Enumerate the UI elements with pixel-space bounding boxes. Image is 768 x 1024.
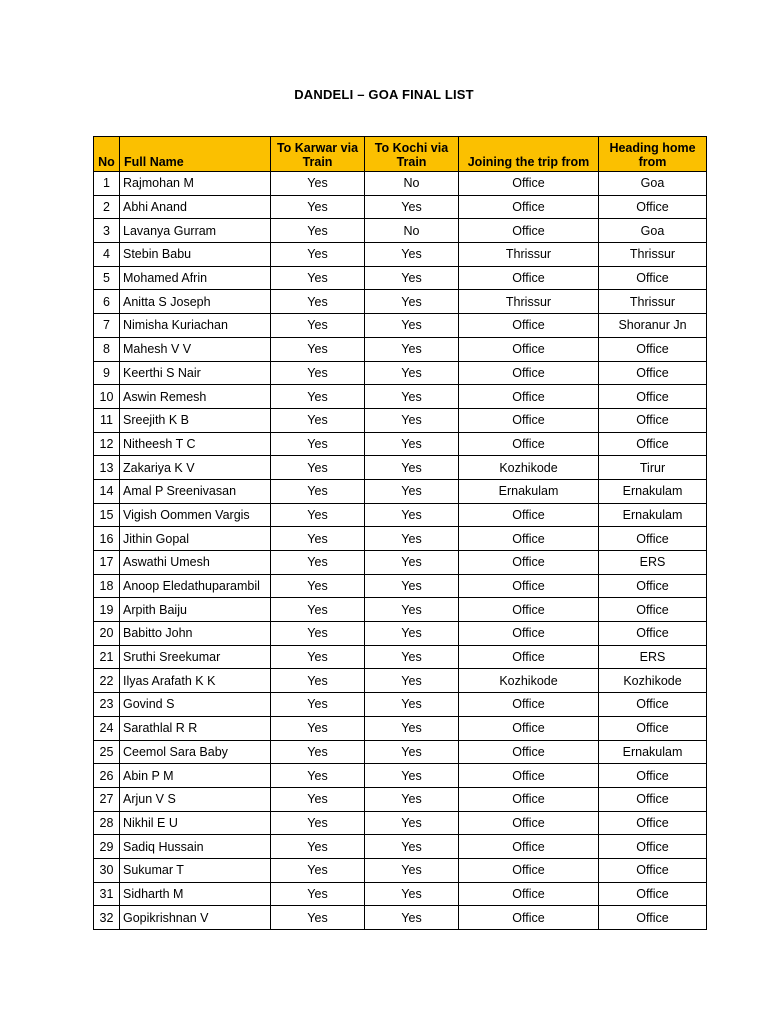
- cell-joining: Office: [459, 835, 599, 859]
- cell-joining: Office: [459, 740, 599, 764]
- cell-full-name: Sidharth M: [120, 882, 271, 906]
- cell-heading-home: Office: [599, 811, 707, 835]
- table-row: [94, 337, 707, 361]
- cell-no: 31: [94, 882, 120, 906]
- cell-karwar: Yes: [271, 527, 365, 551]
- cell-full-name: Babitto John: [120, 622, 271, 646]
- cell-full-name: Keerthi S Nair: [120, 361, 271, 385]
- cell-full-name: Gopikrishnan V: [120, 906, 271, 930]
- cell-karwar: Yes: [271, 219, 365, 243]
- cell-full-name: Rajmohan M: [120, 172, 271, 196]
- cell-heading-home: Kozhikode: [599, 669, 707, 693]
- cell-karwar: Yes: [271, 290, 365, 314]
- cell-joining: Office: [459, 882, 599, 906]
- cell-no: 14: [94, 479, 120, 503]
- cell-kochi: Yes: [365, 598, 459, 622]
- cell-no: 27: [94, 787, 120, 811]
- cell-karwar: Yes: [271, 645, 365, 669]
- cell-full-name: Sruthi Sreekumar: [120, 645, 271, 669]
- cell-karwar: Yes: [271, 385, 365, 409]
- cell-no: 23: [94, 693, 120, 717]
- table-row: [94, 764, 707, 788]
- cell-kochi: Yes: [365, 432, 459, 456]
- cell-karwar: Yes: [271, 503, 365, 527]
- cell-full-name: Aswathi Umesh: [120, 551, 271, 575]
- cell-karwar: Yes: [271, 764, 365, 788]
- cell-no: 1: [94, 172, 120, 196]
- cell-heading-home: Thrissur: [599, 290, 707, 314]
- table-row: [94, 622, 707, 646]
- cell-karwar: Yes: [271, 740, 365, 764]
- cell-heading-home: Goa: [599, 172, 707, 196]
- table-header-row: [94, 137, 707, 172]
- table-row: [94, 361, 707, 385]
- cell-heading-home: Office: [599, 598, 707, 622]
- cell-joining: Office: [459, 716, 599, 740]
- table-row: [94, 527, 707, 551]
- table-row: [94, 693, 707, 717]
- cell-heading-home: Office: [599, 882, 707, 906]
- table-row: [94, 195, 707, 219]
- cell-full-name: Anoop Eledathuparambil: [120, 574, 271, 598]
- cell-full-name: Govind S: [120, 693, 271, 717]
- cell-karwar: Yes: [271, 598, 365, 622]
- cell-karwar: Yes: [271, 314, 365, 338]
- cell-kochi: Yes: [365, 882, 459, 906]
- cell-no: 32: [94, 906, 120, 930]
- cell-no: 5: [94, 266, 120, 290]
- cell-full-name: Amal P Sreenivasan: [120, 479, 271, 503]
- cell-heading-home: ERS: [599, 551, 707, 575]
- cell-kochi: Yes: [365, 835, 459, 859]
- cell-kochi: Yes: [365, 764, 459, 788]
- cell-full-name: Nikhil E U: [120, 811, 271, 835]
- cell-karwar: Yes: [271, 787, 365, 811]
- cell-no: 11: [94, 408, 120, 432]
- cell-heading-home: Ernakulam: [599, 740, 707, 764]
- cell-heading-home: Office: [599, 716, 707, 740]
- cell-full-name: Sreejith K B: [120, 408, 271, 432]
- cell-no: 24: [94, 716, 120, 740]
- cell-no: 28: [94, 811, 120, 835]
- cell-no: 30: [94, 858, 120, 882]
- cell-karwar: Yes: [271, 811, 365, 835]
- cell-heading-home: Office: [599, 385, 707, 409]
- cell-joining: Office: [459, 408, 599, 432]
- table-row: [94, 219, 707, 243]
- cell-heading-home: Office: [599, 764, 707, 788]
- cell-heading-home: Office: [599, 266, 707, 290]
- cell-heading-home: Ernakulam: [599, 479, 707, 503]
- column-header-full-name: Full Name: [120, 137, 271, 172]
- cell-karwar: Yes: [271, 622, 365, 646]
- table-row: [94, 432, 707, 456]
- cell-kochi: Yes: [365, 243, 459, 267]
- cell-kochi: Yes: [365, 622, 459, 646]
- cell-kochi: Yes: [365, 527, 459, 551]
- cell-no: 26: [94, 764, 120, 788]
- cell-karwar: Yes: [271, 243, 365, 267]
- cell-karwar: Yes: [271, 432, 365, 456]
- cell-no: 15: [94, 503, 120, 527]
- cell-joining: Thrissur: [459, 243, 599, 267]
- cell-no: 4: [94, 243, 120, 267]
- cell-heading-home: Office: [599, 195, 707, 219]
- table-body: [94, 172, 707, 930]
- trip-roster-table: [93, 136, 707, 930]
- cell-full-name: Aswin Remesh: [120, 385, 271, 409]
- cell-kochi: Yes: [365, 266, 459, 290]
- cell-kochi: Yes: [365, 740, 459, 764]
- cell-full-name: Arpith Baiju: [120, 598, 271, 622]
- cell-karwar: Yes: [271, 835, 365, 859]
- table-row: [94, 669, 707, 693]
- cell-no: 22: [94, 669, 120, 693]
- cell-heading-home: Office: [599, 787, 707, 811]
- cell-karwar: Yes: [271, 716, 365, 740]
- cell-kochi: Yes: [365, 361, 459, 385]
- cell-no: 18: [94, 574, 120, 598]
- table-row: [94, 314, 707, 338]
- cell-joining: Office: [459, 219, 599, 243]
- cell-joining: Office: [459, 266, 599, 290]
- cell-kochi: Yes: [365, 811, 459, 835]
- cell-heading-home: Thrissur: [599, 243, 707, 267]
- table-row: [94, 243, 707, 267]
- cell-no: 13: [94, 456, 120, 480]
- cell-kochi: Yes: [365, 456, 459, 480]
- cell-heading-home: Office: [599, 408, 707, 432]
- cell-full-name: Anitta S Joseph: [120, 290, 271, 314]
- cell-joining: Office: [459, 858, 599, 882]
- cell-kochi: Yes: [365, 314, 459, 338]
- cell-karwar: Yes: [271, 551, 365, 575]
- cell-karwar: Yes: [271, 693, 365, 717]
- cell-joining: Office: [459, 598, 599, 622]
- cell-no: 3: [94, 219, 120, 243]
- table-row: [94, 787, 707, 811]
- cell-karwar: Yes: [271, 195, 365, 219]
- cell-no: 8: [94, 337, 120, 361]
- table-row: [94, 740, 707, 764]
- cell-kochi: Yes: [365, 787, 459, 811]
- cell-no: 17: [94, 551, 120, 575]
- cell-kochi: Yes: [365, 574, 459, 598]
- column-header-no: No: [94, 137, 120, 172]
- cell-full-name: Arjun V S: [120, 787, 271, 811]
- column-header-joining: Joining the trip from: [459, 137, 599, 172]
- table-row: [94, 385, 707, 409]
- table-row: [94, 551, 707, 575]
- cell-joining: Ernakulam: [459, 479, 599, 503]
- cell-karwar: Yes: [271, 574, 365, 598]
- cell-karwar: Yes: [271, 337, 365, 361]
- cell-full-name: Vigish Oommen Vargis: [120, 503, 271, 527]
- cell-joining: Office: [459, 337, 599, 361]
- cell-no: 6: [94, 290, 120, 314]
- table-row: [94, 811, 707, 835]
- cell-no: 2: [94, 195, 120, 219]
- cell-full-name: Ilyas Arafath K K: [120, 669, 271, 693]
- cell-no: 20: [94, 622, 120, 646]
- table-row: [94, 408, 707, 432]
- cell-karwar: Yes: [271, 361, 365, 385]
- cell-full-name: Abhi Anand: [120, 195, 271, 219]
- cell-full-name: Lavanya Gurram: [120, 219, 271, 243]
- cell-joining: Office: [459, 574, 599, 598]
- table-row: [94, 882, 707, 906]
- cell-no: 29: [94, 835, 120, 859]
- cell-heading-home: ERS: [599, 645, 707, 669]
- cell-joining: Office: [459, 385, 599, 409]
- cell-heading-home: Goa: [599, 219, 707, 243]
- cell-heading-home: Office: [599, 361, 707, 385]
- cell-joining: Office: [459, 787, 599, 811]
- cell-joining: Office: [459, 811, 599, 835]
- cell-kochi: Yes: [365, 479, 459, 503]
- cell-no: 7: [94, 314, 120, 338]
- cell-joining: Office: [459, 314, 599, 338]
- table-row: [94, 906, 707, 930]
- cell-full-name: Stebin Babu: [120, 243, 271, 267]
- cell-karwar: Yes: [271, 408, 365, 432]
- cell-kochi: No: [365, 219, 459, 243]
- table-row: [94, 290, 707, 314]
- cell-karwar: Yes: [271, 479, 365, 503]
- cell-joining: Thrissur: [459, 290, 599, 314]
- cell-joining: Office: [459, 361, 599, 385]
- table-row: [94, 479, 707, 503]
- cell-kochi: Yes: [365, 551, 459, 575]
- cell-karwar: Yes: [271, 882, 365, 906]
- cell-joining: Office: [459, 527, 599, 551]
- cell-heading-home: Office: [599, 527, 707, 551]
- cell-kochi: Yes: [365, 503, 459, 527]
- cell-heading-home: Office: [599, 835, 707, 859]
- cell-full-name: Jithin Gopal: [120, 527, 271, 551]
- cell-no: 12: [94, 432, 120, 456]
- cell-karwar: Yes: [271, 906, 365, 930]
- cell-kochi: Yes: [365, 408, 459, 432]
- cell-joining: Office: [459, 172, 599, 196]
- cell-kochi: Yes: [365, 337, 459, 361]
- table-row: [94, 172, 707, 196]
- cell-joining: Office: [459, 195, 599, 219]
- cell-kochi: Yes: [365, 290, 459, 314]
- cell-full-name: Sadiq Hussain: [120, 835, 271, 859]
- cell-karwar: Yes: [271, 172, 365, 196]
- cell-kochi: Yes: [365, 858, 459, 882]
- cell-karwar: Yes: [271, 266, 365, 290]
- cell-kochi: Yes: [365, 195, 459, 219]
- cell-heading-home: Office: [599, 622, 707, 646]
- table-row: [94, 266, 707, 290]
- cell-joining: Kozhikode: [459, 456, 599, 480]
- cell-joining: Office: [459, 693, 599, 717]
- cell-joining: Office: [459, 551, 599, 575]
- cell-joining: Office: [459, 432, 599, 456]
- table-row: [94, 716, 707, 740]
- cell-full-name: Ceemol Sara Baby: [120, 740, 271, 764]
- table-row: [94, 574, 707, 598]
- cell-karwar: Yes: [271, 669, 365, 693]
- table-row: [94, 598, 707, 622]
- cell-joining: Office: [459, 645, 599, 669]
- table-row: [94, 456, 707, 480]
- column-header-kochi: To Kochi via Train: [365, 137, 459, 172]
- cell-no: 25: [94, 740, 120, 764]
- cell-heading-home: Office: [599, 906, 707, 930]
- cell-kochi: Yes: [365, 906, 459, 930]
- cell-karwar: Yes: [271, 858, 365, 882]
- cell-kochi: Yes: [365, 385, 459, 409]
- cell-kochi: Yes: [365, 693, 459, 717]
- cell-full-name: Sukumar T: [120, 858, 271, 882]
- cell-full-name: Sarathlal R R: [120, 716, 271, 740]
- cell-full-name: Mahesh V V: [120, 337, 271, 361]
- cell-no: 19: [94, 598, 120, 622]
- table-row: [94, 503, 707, 527]
- cell-heading-home: Tirur: [599, 456, 707, 480]
- cell-joining: Office: [459, 906, 599, 930]
- page-title: DANDELI – GOA FINAL LIST: [294, 87, 474, 102]
- cell-full-name: Mohamed Afrin: [120, 266, 271, 290]
- cell-heading-home: Office: [599, 337, 707, 361]
- cell-heading-home: Ernakulam: [599, 503, 707, 527]
- cell-joining: Office: [459, 764, 599, 788]
- cell-full-name: Abin P M: [120, 764, 271, 788]
- table-row: [94, 645, 707, 669]
- column-header-karwar: To Karwar via Train: [271, 137, 365, 172]
- table-row: [94, 858, 707, 882]
- cell-kochi: Yes: [365, 645, 459, 669]
- cell-no: 21: [94, 645, 120, 669]
- cell-full-name: Zakariya K V: [120, 456, 271, 480]
- cell-heading-home: Office: [599, 574, 707, 598]
- cell-heading-home: Shoranur Jn: [599, 314, 707, 338]
- cell-full-name: Nitheesh T C: [120, 432, 271, 456]
- cell-kochi: Yes: [365, 716, 459, 740]
- cell-karwar: Yes: [271, 456, 365, 480]
- column-header-heading-home: Heading home from: [599, 137, 707, 172]
- cell-kochi: No: [365, 172, 459, 196]
- cell-joining: Office: [459, 622, 599, 646]
- cell-kochi: Yes: [365, 669, 459, 693]
- cell-full-name: Nimisha Kuriachan: [120, 314, 271, 338]
- cell-no: 16: [94, 527, 120, 551]
- cell-heading-home: Office: [599, 693, 707, 717]
- cell-no: 10: [94, 385, 120, 409]
- cell-heading-home: Office: [599, 432, 707, 456]
- cell-joining: Office: [459, 503, 599, 527]
- cell-heading-home: Office: [599, 858, 707, 882]
- cell-no: 9: [94, 361, 120, 385]
- table-row: [94, 835, 707, 859]
- cell-joining: Kozhikode: [459, 669, 599, 693]
